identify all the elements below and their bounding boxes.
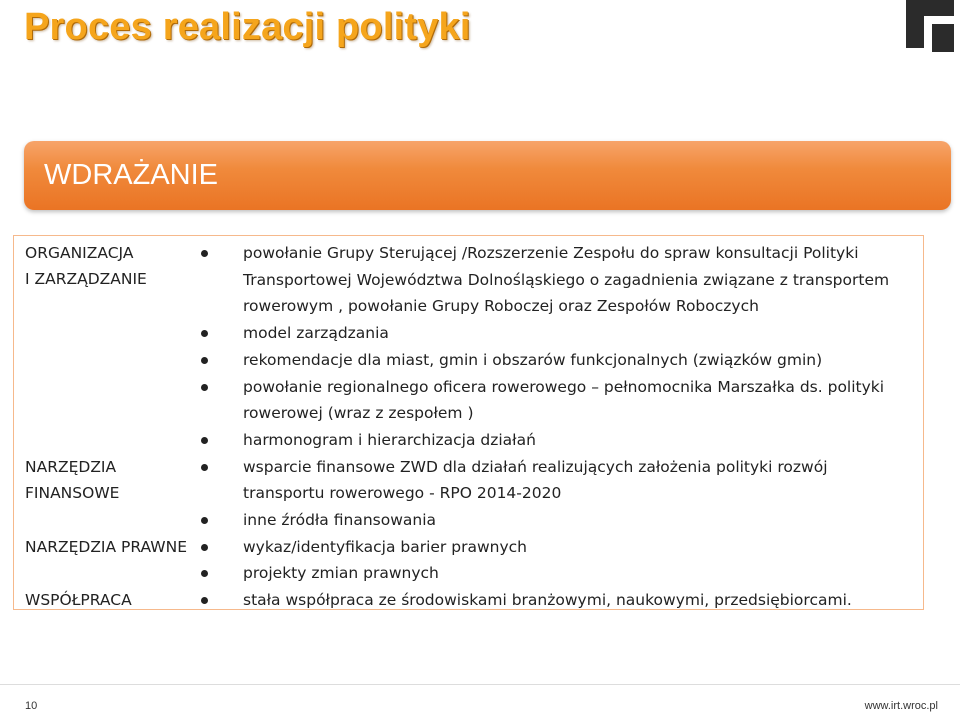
bullet-dot xyxy=(201,464,208,471)
item-text: rowerowym , powołanie Grupy Roboczej oraz Zespołów Roboczych xyxy=(243,297,759,316)
item-text: stała współpraca ze środowiskami branżowymi, naukowymi, przedsiębiorcami. xyxy=(243,591,852,610)
item-text: powołanie Grupy Sterującej /Rozszerzenie Zespołu do spraw konsultacji Polityki xyxy=(243,244,859,262)
bullet-dot xyxy=(201,357,208,364)
category-label: WSPÓŁPRACA xyxy=(25,591,132,610)
footer-divider xyxy=(0,684,960,685)
category-label: FINANSOWE xyxy=(25,483,120,502)
bullet-dot xyxy=(201,517,208,524)
bullet-dot xyxy=(201,597,208,604)
item-text: harmonogram i hierarchizacja działań xyxy=(243,430,536,449)
page-number: 10 xyxy=(25,700,38,712)
section-title: WDRAŻANIE xyxy=(44,159,218,191)
bullet-dot xyxy=(201,330,208,337)
item-text: Transportowej Województwa Dolnośląskiego o zagadnienia związane z transportem xyxy=(243,270,890,289)
item-text: powołanie regionalnego oficera rowerowego – pełnomocnika Marszałka ds. polityki xyxy=(243,377,885,396)
category-label: I ZARZĄDZANIE xyxy=(25,270,147,288)
content-box xyxy=(13,235,924,610)
footer-url: www.irt.wroc.pl xyxy=(864,700,938,712)
bullet-dot xyxy=(201,437,208,444)
item-text: rekomendacje dla miast, gmin i obszarów funkcjonalnych (związków gmin) xyxy=(243,350,823,369)
irt-logo-icon xyxy=(906,0,954,52)
category-label: ORGANIZACJA xyxy=(25,244,134,262)
category-label: NARZĘDZIA xyxy=(25,457,117,476)
item-text: transportu rowerowego - RPO 2014-2020 xyxy=(243,484,562,503)
bullet-dot xyxy=(201,250,208,257)
item-text: projekty zmian prawnych xyxy=(243,564,439,583)
item-text: wsparcie finansowe ZWD dla działań realizujących założenia polityki rozwój xyxy=(243,457,828,476)
slide-title: Proces realizacji polityki xyxy=(24,6,471,48)
item-text: rowerowej (wraz z zespołem ) xyxy=(243,404,474,423)
category-label: NARZĘDZIA PRAWNE xyxy=(25,537,187,556)
section-banner xyxy=(24,141,951,210)
item-text: inne źródła finansowania xyxy=(243,510,437,529)
item-text: model zarządzania xyxy=(243,324,389,343)
bullet-dot xyxy=(201,570,208,577)
bullet-dot xyxy=(201,384,208,391)
item-text: wykaz/identyfikacja barier prawnych xyxy=(243,537,527,556)
bullet-dot xyxy=(201,544,208,551)
